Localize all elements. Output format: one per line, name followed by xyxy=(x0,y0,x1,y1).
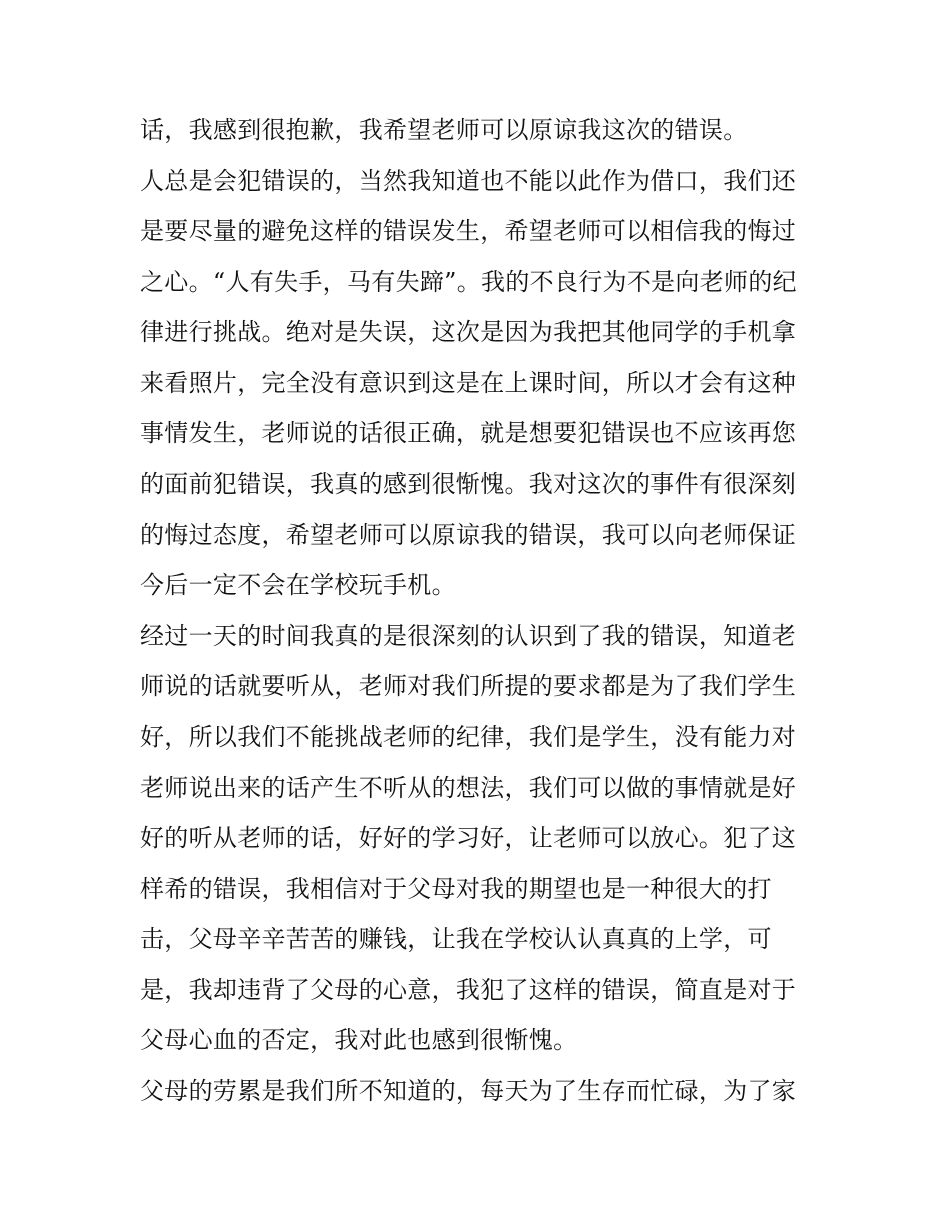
text-line: 人总是会犯错误的，当然我知道也不能以此作为借口，我们还 xyxy=(140,167,797,195)
text-line: 律进行挑战。绝对是失误，这次是因为我把其他同学的手机拿 xyxy=(140,318,797,346)
text-line: 师说的话就要听从，老师对我们所提的要求都是为了我们学生 xyxy=(140,672,797,700)
text-line: 是要尽量的避免这样的错误发生，希望老师可以相信我的悔过 xyxy=(140,217,797,245)
text-line: 来看照片，完全没有意识到这是在上课时间，所以才会有这种 xyxy=(140,369,797,397)
text-line: 之心。“人有失手，马有失蹄”。我的不良行为不是向老师的纪 xyxy=(140,268,797,296)
text-line: 的面前犯错误，我真的感到很惭愧。我对这次的事件有很深刻 xyxy=(140,470,797,498)
text-line: 样希的错误，我相信对于父母对我的期望也是一种很大的打 xyxy=(140,875,772,903)
text-line: 经过一天的时间我真的是很深刻的认识到了我的错误，知道老 xyxy=(140,622,797,650)
text-line: 父母的劳累是我们所不知道的，每天为了生存而忙碌，为了家 xyxy=(140,1077,797,1105)
text-line: 事情发生，老师说的话很正确，就是想要犯错误也不应该再您 xyxy=(140,419,797,447)
text-line: 的悔过态度，希望老师可以原谅我的错误，我可以向老师保证 xyxy=(140,521,797,549)
text-line: 老师说出来的话产生不听从的想法，我们可以做的事情就是好 xyxy=(140,774,797,802)
text-line: 话，我感到很抱歉，我希望老师可以原谅我这次的错误。 xyxy=(140,116,748,144)
text-line: 好的听从老师的话，好好的学习好，让老师可以放心。犯了这 xyxy=(140,824,797,852)
text-line: 击，父母辛辛苦苦的赚钱，让我在学校认认真真的上学，可 xyxy=(140,925,772,953)
text-line: 父母心血的否定，我对此也感到很惭愧。 xyxy=(140,1026,578,1054)
text-line: 好，所以我们不能挑战老师的纪律，我们是学生，没有能力对 xyxy=(140,723,797,751)
text-line: 是，我却违背了父母的心意，我犯了这样的错误，简直是对于 xyxy=(140,976,797,1004)
text-line: 今后一定不会在学校玩手机。 xyxy=(140,571,456,599)
